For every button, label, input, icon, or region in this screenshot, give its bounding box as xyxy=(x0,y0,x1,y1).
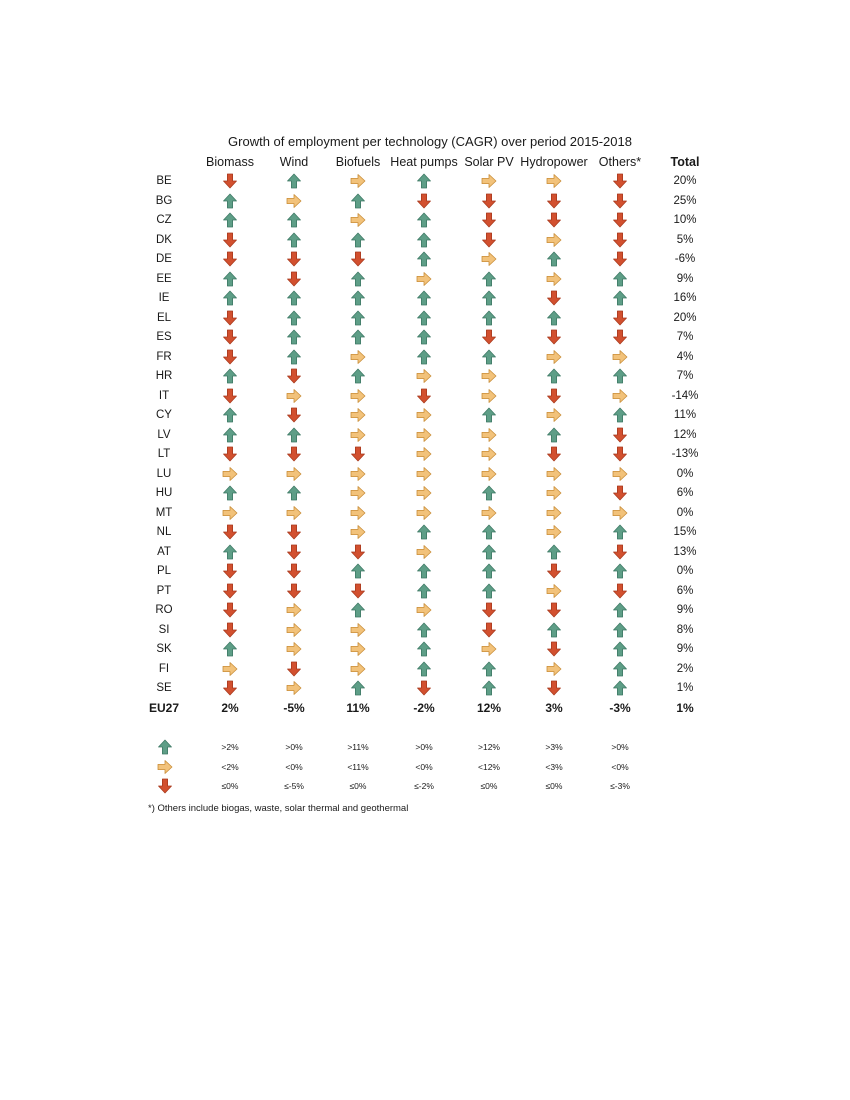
arrow-up-icon xyxy=(546,310,562,326)
arrow-up-icon xyxy=(481,290,497,306)
arrow-down-icon xyxy=(416,680,432,696)
arrow-up-icon xyxy=(416,310,432,326)
chart-title: Growth of employment per technology (CAGR) over period 2015-2018 xyxy=(228,134,632,149)
arrow-down-icon xyxy=(612,544,628,560)
arrow-down-icon xyxy=(546,641,562,657)
arrow-right-icon xyxy=(350,427,366,443)
arrow-up-icon xyxy=(286,349,302,365)
row-total: 4% xyxy=(676,350,694,363)
country-label: EL xyxy=(156,311,172,324)
arrow-down-icon xyxy=(546,446,562,462)
arrow-right-icon xyxy=(350,505,366,521)
arrow-right-icon xyxy=(416,271,432,287)
row-total: 0% xyxy=(676,467,694,480)
arrow-down-icon xyxy=(612,427,628,443)
arrow-down-icon xyxy=(612,583,628,599)
arrow-up-icon xyxy=(286,310,302,326)
arrow-up-icon xyxy=(481,661,497,677)
country-label: BG xyxy=(155,194,173,207)
arrow-up-icon xyxy=(481,310,497,326)
arrow-down-icon xyxy=(286,446,302,462)
arrow-up-icon xyxy=(416,212,432,228)
arrow-right-icon xyxy=(350,641,366,657)
arrow-down-icon xyxy=(416,193,432,209)
arrow-right-icon xyxy=(286,505,302,521)
arrow-up-icon xyxy=(481,680,497,696)
arrow-right-icon xyxy=(286,388,302,404)
row-total: 6% xyxy=(676,584,694,597)
arrow-right-icon xyxy=(350,622,366,638)
arrow-down-icon xyxy=(286,524,302,540)
arrow-up-icon xyxy=(286,290,302,306)
arrow-up-icon xyxy=(416,524,432,540)
arrow-right-icon xyxy=(350,661,366,677)
arrow-up-icon xyxy=(222,193,238,209)
legend-threshold: <0% xyxy=(285,762,303,772)
eu27-total: 1% xyxy=(676,700,694,715)
country-label: IT xyxy=(158,389,170,402)
arrow-up-icon xyxy=(416,622,432,638)
arrow-right-icon xyxy=(350,524,366,540)
arrow-down-icon xyxy=(481,212,497,228)
arrow-up-icon xyxy=(416,173,432,189)
country-label: DK xyxy=(156,233,172,246)
arrow-up-icon xyxy=(416,641,432,657)
arrow-down-icon xyxy=(222,524,238,540)
arrow-up-icon xyxy=(546,544,562,560)
column-header-total: Total xyxy=(670,155,700,169)
arrow-down-icon xyxy=(612,251,628,267)
row-total: 7% xyxy=(676,331,694,343)
row-total: 6% xyxy=(676,487,694,499)
row-total: 13% xyxy=(673,545,697,558)
arrow-right-icon xyxy=(546,485,562,501)
legend-threshold: <2% xyxy=(221,762,239,772)
arrow-down-icon xyxy=(546,193,562,209)
legend-threshold: <3% xyxy=(545,762,563,772)
arrow-right-icon xyxy=(481,466,497,482)
row-total: 11% xyxy=(673,409,697,421)
arrow-down-icon xyxy=(222,388,238,404)
eu27-value: 12% xyxy=(476,700,502,715)
arrow-down-icon xyxy=(481,622,497,638)
arrow-down-icon xyxy=(612,212,628,228)
arrow-up-icon xyxy=(286,232,302,248)
legend-threshold: <11% xyxy=(347,762,369,772)
arrow-up-icon xyxy=(286,427,302,443)
arrow-right-icon xyxy=(481,446,497,462)
arrow-right-icon xyxy=(286,602,302,618)
arrow-down-icon xyxy=(546,388,562,404)
row-total: -14% xyxy=(671,389,699,402)
arrow-up-icon xyxy=(481,407,497,423)
country-label: SI xyxy=(158,623,170,636)
arrow-up-icon xyxy=(481,485,497,501)
arrow-down-icon xyxy=(481,329,497,345)
row-total: 2% xyxy=(676,662,694,675)
eu27-value: -3% xyxy=(609,700,631,715)
arrow-up-icon xyxy=(222,212,238,228)
arrow-down-icon xyxy=(222,446,238,462)
arrow-up-icon xyxy=(612,563,628,579)
arrow-down-icon xyxy=(286,407,302,423)
legend-threshold: <12% xyxy=(478,762,500,772)
arrow-down-icon xyxy=(222,310,238,326)
arrow-up-icon xyxy=(612,661,628,677)
arrow-up-icon xyxy=(222,368,238,384)
arrow-down-icon xyxy=(546,329,562,345)
arrow-right-icon xyxy=(416,407,432,423)
arrow-up-icon xyxy=(481,544,497,560)
arrow-up-icon xyxy=(222,427,238,443)
arrow-down-icon xyxy=(612,193,628,209)
column-header-4: Solar PV xyxy=(464,155,514,169)
arrow-right-icon xyxy=(612,349,628,365)
arrow-down-icon xyxy=(612,485,628,501)
arrow-right-icon xyxy=(546,407,562,423)
arrow-up-icon xyxy=(612,641,628,657)
row-total: 9% xyxy=(676,643,694,655)
arrow-down-icon xyxy=(350,251,366,267)
country-label: ES xyxy=(156,331,172,343)
arrow-up-icon xyxy=(612,407,628,423)
arrow-right-icon xyxy=(286,466,302,482)
legend-threshold: ≤-3% xyxy=(610,781,630,791)
legend-arrow-up-icon xyxy=(157,739,173,755)
arrow-up-icon xyxy=(481,349,497,365)
legend-threshold: ≤0% xyxy=(545,781,563,791)
country-label: IE xyxy=(158,292,170,304)
column-header-5: Hydropower xyxy=(520,155,588,169)
arrow-up-icon xyxy=(546,427,562,443)
arrow-up-icon xyxy=(350,368,366,384)
arrow-right-icon xyxy=(350,485,366,501)
legend-threshold: ≤0% xyxy=(221,781,239,791)
arrow-right-icon xyxy=(350,349,366,365)
country-label: BE xyxy=(156,175,172,187)
arrow-right-icon xyxy=(222,466,238,482)
arrow-down-icon xyxy=(286,661,302,677)
arrow-right-icon xyxy=(222,661,238,677)
country-label: FI xyxy=(158,662,170,675)
country-label: CY xyxy=(156,409,172,421)
arrow-right-icon xyxy=(416,485,432,501)
arrow-right-icon xyxy=(350,173,366,189)
arrow-right-icon xyxy=(546,583,562,599)
arrow-right-icon xyxy=(481,173,497,189)
arrow-down-icon xyxy=(612,446,628,462)
arrow-right-icon xyxy=(612,466,628,482)
arrow-up-icon xyxy=(481,563,497,579)
arrow-down-icon xyxy=(350,446,366,462)
arrow-up-icon xyxy=(416,251,432,267)
arrow-up-icon xyxy=(350,563,366,579)
eu27-value: 3% xyxy=(545,700,563,715)
arrow-up-icon xyxy=(416,232,432,248)
footnote: *) Others include biogas, waste, solar thermal and geothermal xyxy=(148,803,409,814)
country-label: EE xyxy=(156,272,172,285)
country-label: MT xyxy=(155,506,173,519)
country-label: LV xyxy=(157,428,171,441)
legend-threshold: >0% xyxy=(415,742,433,752)
arrow-down-icon xyxy=(286,583,302,599)
arrow-down-icon xyxy=(222,622,238,638)
country-label: FR xyxy=(156,350,172,363)
arrow-down-icon xyxy=(481,232,497,248)
row-total: 7% xyxy=(676,370,694,382)
country-label: SE xyxy=(156,682,172,694)
arrow-down-icon xyxy=(222,583,238,599)
arrow-right-icon xyxy=(350,388,366,404)
eu27-label: EU27 xyxy=(148,700,180,715)
arrow-down-icon xyxy=(222,251,238,267)
legend-threshold: >12% xyxy=(478,742,500,752)
arrow-down-icon xyxy=(612,329,628,345)
arrow-up-icon xyxy=(612,524,628,540)
row-total: 20% xyxy=(673,175,697,187)
column-header-6: Others* xyxy=(598,155,642,169)
legend-threshold: >0% xyxy=(611,742,629,752)
row-total: 20% xyxy=(673,311,697,324)
arrow-up-icon xyxy=(416,290,432,306)
row-total: 12% xyxy=(673,428,697,441)
arrow-right-icon xyxy=(350,407,366,423)
arrow-down-icon xyxy=(286,544,302,560)
arrow-down-icon xyxy=(222,349,238,365)
arrow-up-icon xyxy=(350,193,366,209)
arrow-up-icon xyxy=(612,622,628,638)
arrow-right-icon xyxy=(416,427,432,443)
arrow-down-icon xyxy=(546,290,562,306)
legend-threshold: <0% xyxy=(611,762,629,772)
legend-threshold: ≤-2% xyxy=(414,781,434,791)
arrow-down-icon xyxy=(222,329,238,345)
legend-threshold: >0% xyxy=(285,742,303,752)
country-label: AT xyxy=(157,545,171,558)
arrow-up-icon xyxy=(416,563,432,579)
arrow-up-icon xyxy=(350,602,366,618)
arrow-right-icon xyxy=(612,388,628,404)
arrow-down-icon xyxy=(481,602,497,618)
arrow-right-icon xyxy=(222,505,238,521)
arrow-down-icon xyxy=(546,212,562,228)
row-total: 25% xyxy=(673,194,697,207)
arrow-up-icon xyxy=(546,368,562,384)
row-total: 9% xyxy=(676,604,694,616)
legend-threshold: <0% xyxy=(415,762,433,772)
arrow-right-icon xyxy=(546,349,562,365)
arrow-right-icon xyxy=(546,505,562,521)
row-total: 0% xyxy=(676,565,694,577)
eu27-value: -2% xyxy=(413,700,435,715)
legend-threshold: ≤0% xyxy=(349,781,367,791)
arrow-down-icon xyxy=(546,602,562,618)
country-label: RO xyxy=(155,604,173,616)
arrow-right-icon xyxy=(546,524,562,540)
arrow-up-icon xyxy=(222,290,238,306)
arrow-up-icon xyxy=(286,173,302,189)
arrow-up-icon xyxy=(350,271,366,287)
arrow-right-icon xyxy=(416,466,432,482)
legend-threshold: ≤-5% xyxy=(284,781,304,791)
arrow-right-icon xyxy=(350,466,366,482)
arrow-up-icon xyxy=(612,271,628,287)
arrow-up-icon xyxy=(222,544,238,560)
arrow-right-icon xyxy=(416,505,432,521)
row-total: 5% xyxy=(676,233,694,246)
legend-threshold: ≤0% xyxy=(480,781,498,791)
arrow-up-icon xyxy=(546,622,562,638)
arrow-down-icon xyxy=(481,193,497,209)
arrow-up-icon xyxy=(481,271,497,287)
arrow-down-icon xyxy=(350,544,366,560)
arrow-right-icon xyxy=(481,505,497,521)
arrow-up-icon xyxy=(481,583,497,599)
column-header-0: Biomass xyxy=(206,155,254,169)
arrow-down-icon xyxy=(416,388,432,404)
arrow-right-icon xyxy=(546,271,562,287)
arrow-right-icon xyxy=(416,368,432,384)
arrow-down-icon xyxy=(222,173,238,189)
arrow-right-icon xyxy=(481,388,497,404)
row-total: 10% xyxy=(673,214,697,226)
eu27-value: 11% xyxy=(346,700,370,715)
arrow-up-icon xyxy=(416,661,432,677)
arrow-down-icon xyxy=(546,680,562,696)
row-total: -6% xyxy=(674,253,696,265)
arrow-down-icon xyxy=(546,563,562,579)
arrow-down-icon xyxy=(222,232,238,248)
row-total: 1% xyxy=(676,682,694,694)
arrow-up-icon xyxy=(481,524,497,540)
legend-threshold: >3% xyxy=(545,742,563,752)
legend-arrow-right-icon xyxy=(157,759,173,775)
arrow-down-icon xyxy=(286,368,302,384)
arrow-up-icon xyxy=(612,680,628,696)
arrow-up-icon xyxy=(416,329,432,345)
arrow-up-icon xyxy=(222,641,238,657)
country-label: NL xyxy=(156,526,172,538)
arrow-down-icon xyxy=(286,271,302,287)
country-label: DE xyxy=(156,253,172,265)
row-total: 8% xyxy=(676,623,694,636)
column-header-3: Heat pumps xyxy=(390,155,458,169)
row-total: 0% xyxy=(676,506,694,519)
column-header-2: Biofuels xyxy=(335,155,381,169)
row-total: 15% xyxy=(673,526,697,538)
arrow-right-icon xyxy=(350,212,366,228)
arrow-down-icon xyxy=(286,251,302,267)
arrow-right-icon xyxy=(546,661,562,677)
arrow-right-icon xyxy=(612,505,628,521)
arrow-down-icon xyxy=(612,173,628,189)
arrow-up-icon xyxy=(286,212,302,228)
arrow-right-icon xyxy=(286,680,302,696)
arrow-up-icon xyxy=(222,271,238,287)
country-label: LT xyxy=(157,448,171,460)
arrow-right-icon xyxy=(481,641,497,657)
arrow-right-icon xyxy=(481,427,497,443)
row-total: 9% xyxy=(676,272,694,285)
country-label: HR xyxy=(155,370,173,382)
column-header-1: Wind xyxy=(279,155,309,169)
arrow-up-icon xyxy=(416,349,432,365)
row-total: -13% xyxy=(671,448,699,460)
arrow-right-icon xyxy=(286,641,302,657)
eu27-value: 2% xyxy=(221,700,239,715)
arrow-up-icon xyxy=(222,407,238,423)
arrow-down-icon xyxy=(222,680,238,696)
arrow-right-icon xyxy=(481,251,497,267)
arrow-up-icon xyxy=(416,583,432,599)
arrow-down-icon xyxy=(350,583,366,599)
arrow-down-icon xyxy=(612,310,628,326)
arrow-up-icon xyxy=(350,232,366,248)
arrow-right-icon xyxy=(546,173,562,189)
arrow-right-icon xyxy=(416,602,432,618)
eu27-value: -5% xyxy=(283,700,305,715)
arrow-right-icon xyxy=(416,446,432,462)
arrow-right-icon xyxy=(286,193,302,209)
row-total: 16% xyxy=(673,292,697,304)
country-label: HU xyxy=(155,487,173,499)
country-label: PT xyxy=(156,584,172,597)
arrow-right-icon xyxy=(546,232,562,248)
arrow-down-icon xyxy=(286,563,302,579)
arrow-up-icon xyxy=(350,680,366,696)
country-label: SK xyxy=(156,643,172,655)
arrow-up-icon xyxy=(350,290,366,306)
country-label: CZ xyxy=(156,214,172,226)
arrow-right-icon xyxy=(416,544,432,560)
legend-arrow-down-icon xyxy=(157,778,173,794)
arrow-up-icon xyxy=(612,602,628,618)
arrow-down-icon xyxy=(222,563,238,579)
arrow-up-icon xyxy=(222,485,238,501)
arrow-right-icon xyxy=(481,368,497,384)
arrow-up-icon xyxy=(546,251,562,267)
arrow-up-icon xyxy=(286,329,302,345)
arrow-up-icon xyxy=(350,329,366,345)
legend-threshold: >2% xyxy=(221,742,239,752)
country-label: PL xyxy=(156,565,172,577)
arrow-right-icon xyxy=(546,466,562,482)
legend-threshold: >11% xyxy=(347,742,369,752)
arrow-right-icon xyxy=(286,622,302,638)
arrow-down-icon xyxy=(612,232,628,248)
arrow-up-icon xyxy=(350,310,366,326)
arrow-up-icon xyxy=(286,485,302,501)
arrow-up-icon xyxy=(612,290,628,306)
arrow-up-icon xyxy=(612,368,628,384)
arrow-down-icon xyxy=(222,602,238,618)
country-label: LU xyxy=(156,467,172,480)
